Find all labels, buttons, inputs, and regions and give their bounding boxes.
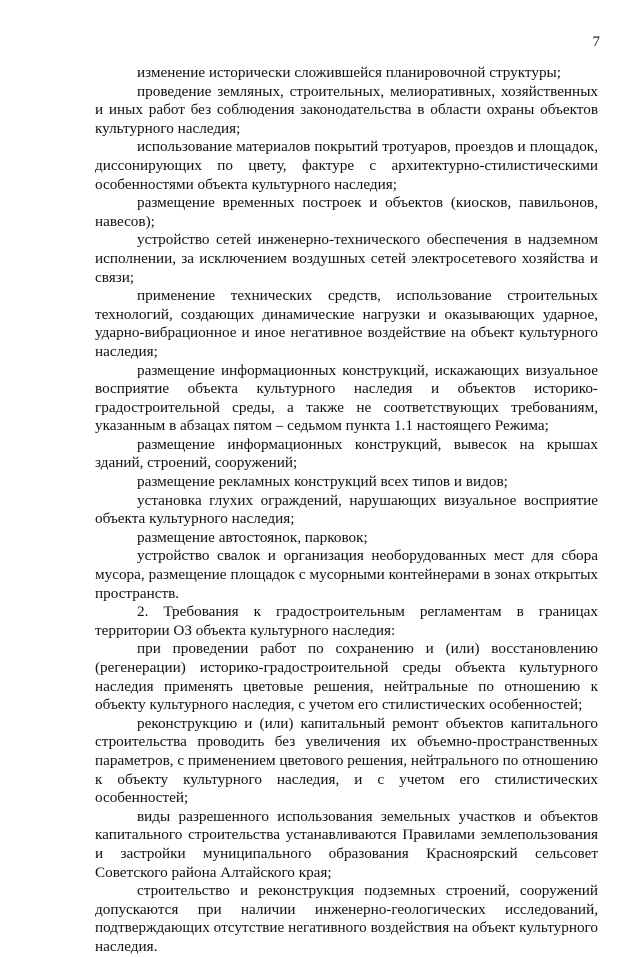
paragraph: размещение автостоянок, парковок; <box>137 528 368 546</box>
document-body <box>95 64 598 957</box>
paragraph: устройство сетей инженерно-технического обеспечения в надземном исполнении, за исключением воздушных сетей электросетевого хозяйства и связи; <box>95 231 598 286</box>
paragraph: устройство свалок и организация необорудованных мест для сбора мусора, размещение площадок с мусорными контейнерами в зонах открытых пространств. <box>95 547 598 602</box>
paragraph: изменение исторически сложившейся планировочной структуры; <box>137 64 561 81</box>
paragraph: реконструкцию и (или) капитальный ремонт объектов капитального строительства проводить без увеличения их объемно-пространственных параметров, с применением цветового решения, нейтрального по отношению к объекту культурного наследия, и с учетом его стилистических особенностей; <box>95 714 598 807</box>
paragraph: размещение временных построек и объектов (киосков, павильонов, навесов); <box>95 194 598 230</box>
paragraph: применение технических средств, использование строительных технологий, создающих динамические нагрузки и оказывающих ударное, ударно-вибрационное и иное негативное воздействие на объект культурного наследия; <box>95 287 598 360</box>
paragraph: виды разрешенного использования земельных участков и объектов капитального строительства устанавливаются Правилами землепользования и застройки муниципального образования Красноярский сельсовет Советского района Алтайского края; <box>95 807 598 881</box>
paragraph: размещение информационных конструкций, вывесок на крышах зданий, строений, сооружений; <box>95 435 598 472</box>
paragraph: при проведении работ по сохранению и (или) восстановлению (регенерации) историко-градостроительной среды объекта культурного наследия применять цветовые решения, нейтральные по отношению к объекту культурного наследия, с учетом его стилистических особенностей; <box>95 640 598 714</box>
section-heading-paragraph: 2. Требования к градостроительным регламентам в границах территории ОЗ объекта культурного наследия: <box>95 603 598 639</box>
paragraph: проведение земляных, строительных, мелиоративных, хозяйственных и иных работ без соблюдения законодательства в области охраны объектов культурного наследия; <box>95 82 598 137</box>
paragraph: размещение рекламных конструкций всех типов и видов; <box>137 473 508 491</box>
paragraph: размещение информационных конструкций, искажающих визуальное восприятие объекта культурного наследия и объектов историко-градостроительной среды, а также не соответствующих требованиям, указанным в абзацах пятом – седьмом пункта 1.1 настоящего Режима; <box>95 361 598 435</box>
paragraph: установка глухих ограждений, нарушающих визуальное восприятие объекта культурного наследия; <box>95 491 598 528</box>
paragraph: строительство и реконструкция подземных строений, сооружений допускаются при наличии инженерно-геологических исследований, подтверждающих отсутствие негативного воздействия на объект культурного наследия. <box>95 882 598 955</box>
paragraph: использование материалов покрытий тротуаров, проездов и площадок, диссонирующих по цвету, фактуре с архитектурно-стилистическими особенностями объекта культурного наследия; <box>95 138 598 193</box>
page-number: 7 <box>592 34 600 50</box>
